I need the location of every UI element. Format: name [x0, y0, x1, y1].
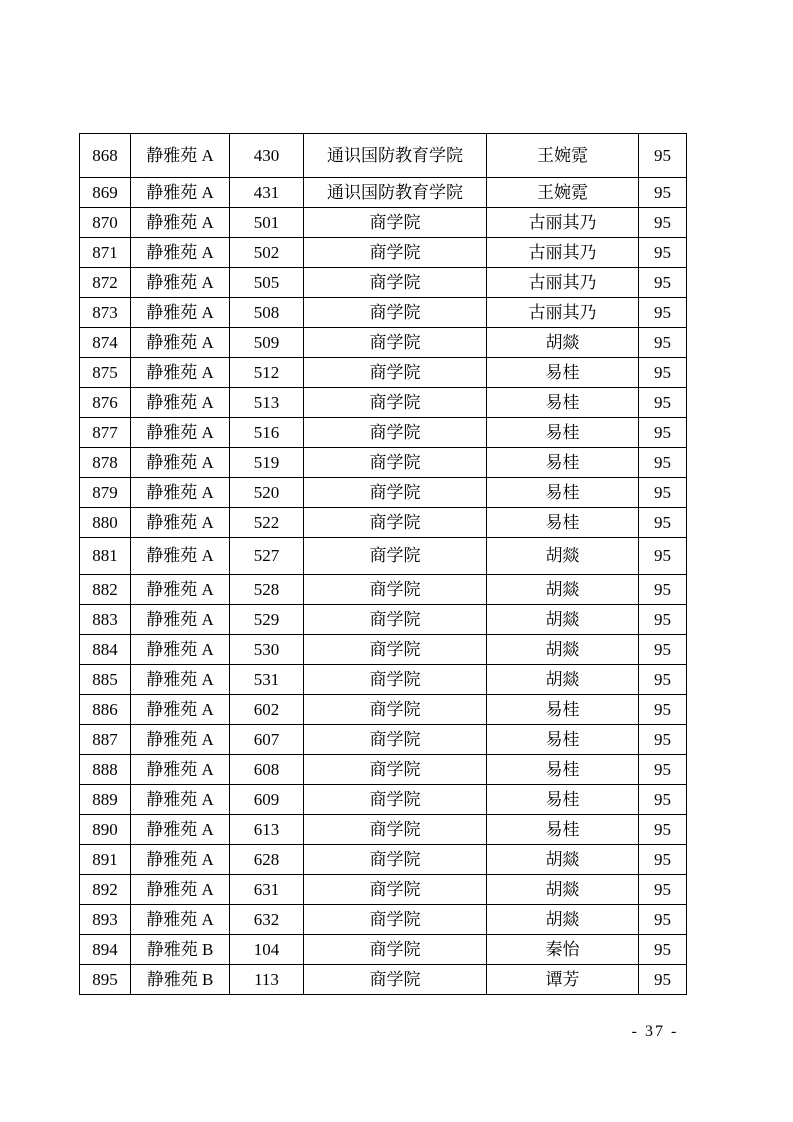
- cell-building: 静雅苑 A: [131, 238, 230, 268]
- table-row: [80, 178, 687, 208]
- cell-college: 商学院: [304, 478, 487, 508]
- cell-row-index: 882: [80, 575, 131, 605]
- cell-score: 95: [639, 605, 687, 635]
- table-row: [80, 538, 687, 575]
- cell-building: 静雅苑 A: [131, 268, 230, 298]
- cell-score: 95: [639, 134, 687, 178]
- cell-score: 95: [639, 298, 687, 328]
- cell-college: 商学院: [304, 965, 487, 995]
- cell-room-number: 530: [230, 635, 304, 665]
- score-table: [79, 133, 687, 995]
- cell-room-number: 512: [230, 358, 304, 388]
- cell-name: 胡燚: [487, 575, 639, 605]
- cell-building: 静雅苑 A: [131, 388, 230, 418]
- cell-college: 商学院: [304, 905, 487, 935]
- cell-score: 95: [639, 448, 687, 478]
- cell-room-number: 502: [230, 238, 304, 268]
- cell-row-index: 892: [80, 875, 131, 905]
- cell-room-number: 528: [230, 575, 304, 605]
- cell-row-index: 871: [80, 238, 131, 268]
- cell-room-number: 602: [230, 695, 304, 725]
- cell-building: 静雅苑 A: [131, 508, 230, 538]
- cell-college: 商学院: [304, 785, 487, 815]
- cell-score: 95: [639, 388, 687, 418]
- cell-room-number: 628: [230, 845, 304, 875]
- cell-name: 古丽其乃: [487, 238, 639, 268]
- cell-row-index: 888: [80, 755, 131, 785]
- cell-row-index: 887: [80, 725, 131, 755]
- cell-score: 95: [639, 575, 687, 605]
- cell-college: 商学院: [304, 755, 487, 785]
- cell-row-index: 886: [80, 695, 131, 725]
- cell-row-index: 869: [80, 178, 131, 208]
- cell-room-number: 113: [230, 965, 304, 995]
- cell-row-index: 873: [80, 298, 131, 328]
- cell-room-number: 631: [230, 875, 304, 905]
- cell-room-number: 505: [230, 268, 304, 298]
- cell-room-number: 632: [230, 905, 304, 935]
- cell-college: 商学院: [304, 358, 487, 388]
- cell-name: 古丽其乃: [487, 208, 639, 238]
- cell-building: 静雅苑 A: [131, 815, 230, 845]
- cell-building: 静雅苑 A: [131, 418, 230, 448]
- cell-room-number: 513: [230, 388, 304, 418]
- cell-room-number: 607: [230, 725, 304, 755]
- cell-building: 静雅苑 A: [131, 134, 230, 178]
- table-row: [80, 725, 687, 755]
- cell-score: 95: [639, 965, 687, 995]
- cell-name: 易桂: [487, 755, 639, 785]
- cell-row-index: 880: [80, 508, 131, 538]
- table-row: [80, 695, 687, 725]
- table-row: [80, 785, 687, 815]
- cell-room-number: 531: [230, 665, 304, 695]
- cell-building: 静雅苑 A: [131, 725, 230, 755]
- cell-name: 胡燚: [487, 328, 639, 358]
- cell-row-index: 890: [80, 815, 131, 845]
- cell-name: 谭芳: [487, 965, 639, 995]
- cell-row-index: 870: [80, 208, 131, 238]
- table-row: [80, 238, 687, 268]
- cell-room-number: 104: [230, 935, 304, 965]
- cell-name: 胡燚: [487, 905, 639, 935]
- table-row: [80, 134, 687, 178]
- table-body: [80, 134, 687, 995]
- cell-room-number: 430: [230, 134, 304, 178]
- cell-name: 秦怡: [487, 935, 639, 965]
- cell-name: 胡燚: [487, 605, 639, 635]
- table-row: [80, 875, 687, 905]
- cell-row-index: 881: [80, 538, 131, 575]
- cell-name: 胡燚: [487, 665, 639, 695]
- cell-name: 易桂: [487, 448, 639, 478]
- table-row: [80, 478, 687, 508]
- cell-name: 古丽其乃: [487, 298, 639, 328]
- cell-name: 易桂: [487, 815, 639, 845]
- cell-room-number: 527: [230, 538, 304, 575]
- cell-score: 95: [639, 508, 687, 538]
- cell-row-index: 889: [80, 785, 131, 815]
- cell-score: 95: [639, 328, 687, 358]
- cell-row-index: 893: [80, 905, 131, 935]
- cell-building: 静雅苑 A: [131, 695, 230, 725]
- cell-score: 95: [639, 208, 687, 238]
- cell-row-index: 891: [80, 845, 131, 875]
- cell-building: 静雅苑 A: [131, 448, 230, 478]
- cell-college: 商学院: [304, 815, 487, 845]
- table-row: [80, 208, 687, 238]
- table-row: [80, 665, 687, 695]
- cell-row-index: 894: [80, 935, 131, 965]
- cell-row-index: 883: [80, 605, 131, 635]
- cell-building: 静雅苑 A: [131, 358, 230, 388]
- cell-score: 95: [639, 538, 687, 575]
- table-row: [80, 935, 687, 965]
- cell-name: 胡燚: [487, 845, 639, 875]
- cell-college: 商学院: [304, 725, 487, 755]
- cell-name: 胡燚: [487, 538, 639, 575]
- cell-college: 商学院: [304, 298, 487, 328]
- cell-college: 商学院: [304, 935, 487, 965]
- cell-score: 95: [639, 815, 687, 845]
- table-row: [80, 575, 687, 605]
- cell-building: 静雅苑 A: [131, 478, 230, 508]
- cell-room-number: 431: [230, 178, 304, 208]
- cell-score: 95: [639, 845, 687, 875]
- cell-room-number: 508: [230, 298, 304, 328]
- cell-score: 95: [639, 755, 687, 785]
- cell-name: 易桂: [487, 358, 639, 388]
- cell-building: 静雅苑 A: [131, 875, 230, 905]
- cell-score: 95: [639, 875, 687, 905]
- table-row: [80, 905, 687, 935]
- cell-room-number: 519: [230, 448, 304, 478]
- cell-room-number: 522: [230, 508, 304, 538]
- cell-college: 通识国防教育学院: [304, 134, 487, 178]
- cell-score: 95: [639, 635, 687, 665]
- cell-college: 商学院: [304, 418, 487, 448]
- cell-score: 95: [639, 268, 687, 298]
- cell-name: 古丽其乃: [487, 268, 639, 298]
- cell-score: 95: [639, 935, 687, 965]
- cell-room-number: 613: [230, 815, 304, 845]
- cell-name: 易桂: [487, 388, 639, 418]
- cell-row-index: 884: [80, 635, 131, 665]
- cell-score: 95: [639, 478, 687, 508]
- cell-college: 商学院: [304, 605, 487, 635]
- cell-building: 静雅苑 A: [131, 538, 230, 575]
- cell-building: 静雅苑 A: [131, 755, 230, 785]
- cell-college: 商学院: [304, 845, 487, 875]
- cell-building: 静雅苑 A: [131, 328, 230, 358]
- cell-name: 王婉霓: [487, 178, 639, 208]
- cell-row-index: 885: [80, 665, 131, 695]
- cell-college: 商学院: [304, 665, 487, 695]
- cell-building: 静雅苑 A: [131, 298, 230, 328]
- cell-score: 95: [639, 238, 687, 268]
- table-row: [80, 755, 687, 785]
- table-row: [80, 815, 687, 845]
- cell-college: 商学院: [304, 388, 487, 418]
- cell-building: 静雅苑 A: [131, 208, 230, 238]
- table-row: [80, 358, 687, 388]
- table-row: [80, 965, 687, 995]
- cell-college: 商学院: [304, 508, 487, 538]
- cell-score: 95: [639, 695, 687, 725]
- cell-building: 静雅苑 A: [131, 635, 230, 665]
- cell-college: 通识国防教育学院: [304, 178, 487, 208]
- cell-room-number: 608: [230, 755, 304, 785]
- cell-college: 商学院: [304, 208, 487, 238]
- cell-building: 静雅苑 B: [131, 965, 230, 995]
- cell-row-index: 874: [80, 328, 131, 358]
- cell-name: 易桂: [487, 508, 639, 538]
- cell-row-index: 872: [80, 268, 131, 298]
- cell-building: 静雅苑 A: [131, 905, 230, 935]
- cell-name: 易桂: [487, 418, 639, 448]
- cell-row-index: 879: [80, 478, 131, 508]
- cell-college: 商学院: [304, 448, 487, 478]
- cell-room-number: 520: [230, 478, 304, 508]
- table-row: [80, 268, 687, 298]
- cell-room-number: 509: [230, 328, 304, 358]
- cell-name: 易桂: [487, 725, 639, 755]
- cell-room-number: 516: [230, 418, 304, 448]
- cell-building: 静雅苑 A: [131, 178, 230, 208]
- table-row: [80, 448, 687, 478]
- table-row: [80, 388, 687, 418]
- table-row: [80, 418, 687, 448]
- cell-college: 商学院: [304, 695, 487, 725]
- page-number: - 37 -: [631, 1023, 679, 1040]
- cell-score: 95: [639, 418, 687, 448]
- cell-building: 静雅苑 A: [131, 605, 230, 635]
- cell-building: 静雅苑 A: [131, 845, 230, 875]
- cell-row-index: 875: [80, 358, 131, 388]
- cell-college: 商学院: [304, 538, 487, 575]
- cell-row-index: 876: [80, 388, 131, 418]
- cell-college: 商学院: [304, 328, 487, 358]
- table-row: [80, 508, 687, 538]
- cell-name: 王婉霓: [487, 134, 639, 178]
- cell-college: 商学院: [304, 238, 487, 268]
- cell-building: 静雅苑 A: [131, 665, 230, 695]
- table-row: [80, 298, 687, 328]
- cell-name: 易桂: [487, 478, 639, 508]
- table-row: [80, 845, 687, 875]
- cell-name: 胡燚: [487, 635, 639, 665]
- cell-score: 95: [639, 905, 687, 935]
- cell-name: 易桂: [487, 785, 639, 815]
- table-row: [80, 605, 687, 635]
- cell-room-number: 501: [230, 208, 304, 238]
- cell-building: 静雅苑 A: [131, 785, 230, 815]
- cell-building: 静雅苑 B: [131, 935, 230, 965]
- cell-score: 95: [639, 725, 687, 755]
- cell-row-index: 895: [80, 965, 131, 995]
- cell-row-index: 868: [80, 134, 131, 178]
- cell-name: 胡燚: [487, 875, 639, 905]
- cell-row-index: 877: [80, 418, 131, 448]
- table-row: [80, 328, 687, 358]
- cell-building: 静雅苑 A: [131, 575, 230, 605]
- cell-room-number: 609: [230, 785, 304, 815]
- cell-college: 商学院: [304, 575, 487, 605]
- cell-row-index: 878: [80, 448, 131, 478]
- cell-score: 95: [639, 178, 687, 208]
- cell-score: 95: [639, 358, 687, 388]
- cell-score: 95: [639, 785, 687, 815]
- table-row: [80, 635, 687, 665]
- cell-room-number: 529: [230, 605, 304, 635]
- cell-college: 商学院: [304, 875, 487, 905]
- cell-name: 易桂: [487, 695, 639, 725]
- cell-college: 商学院: [304, 268, 487, 298]
- cell-score: 95: [639, 665, 687, 695]
- cell-college: 商学院: [304, 635, 487, 665]
